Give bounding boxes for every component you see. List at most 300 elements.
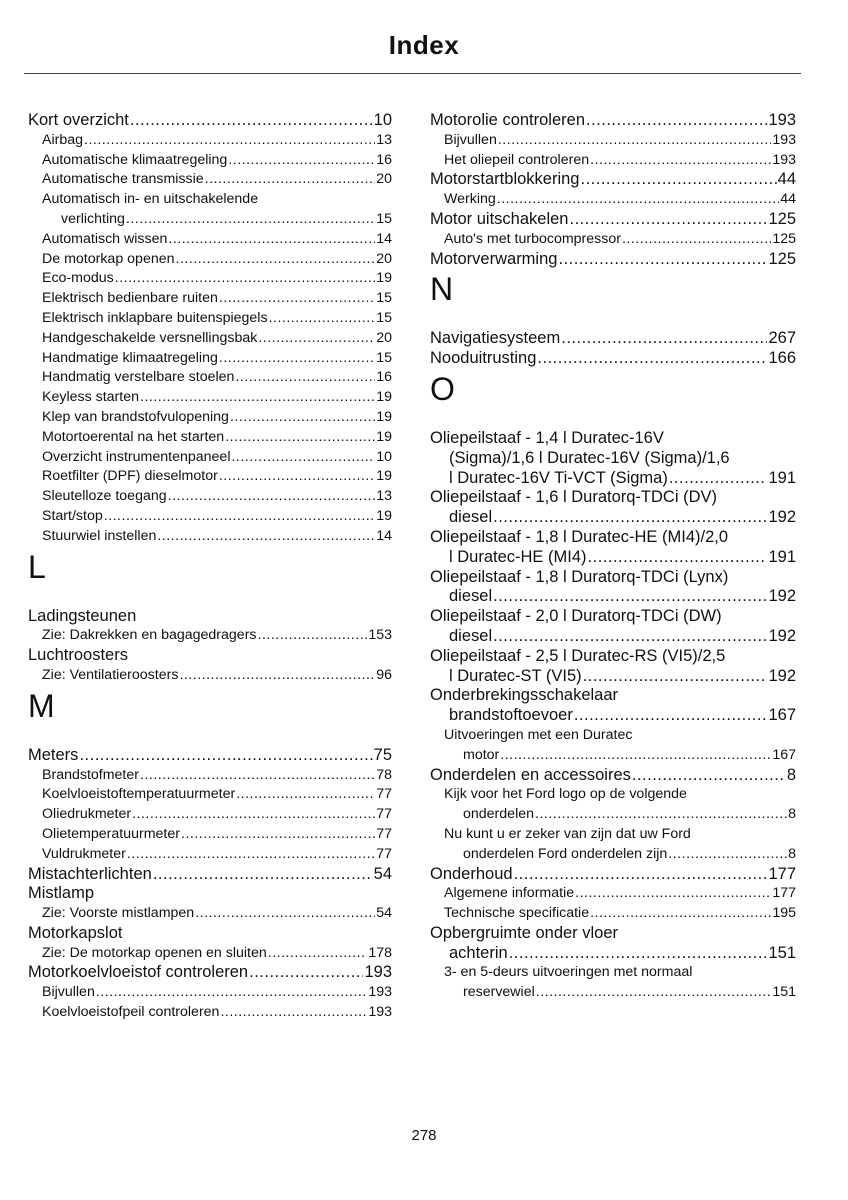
entry-label: Motortoerental na het starten bbox=[42, 428, 225, 445]
leader-dots bbox=[622, 230, 771, 250]
leader-dots bbox=[586, 111, 767, 131]
index-subentry bbox=[28, 448, 392, 468]
entry-label: reservewiel bbox=[463, 984, 535, 1001]
leader-dots bbox=[231, 448, 375, 468]
entry-label: Het oliepeil controleren bbox=[444, 151, 590, 168]
leader-dots bbox=[230, 408, 375, 428]
entry-label: Olietemperatuurmeter bbox=[42, 825, 180, 842]
entry-label: Zie: De motorkap openen en sluiten bbox=[42, 944, 267, 961]
page-reference[interactable]: 151 bbox=[768, 943, 796, 962]
page-reference[interactable]: 167 bbox=[768, 706, 796, 725]
index-entry bbox=[430, 111, 796, 131]
entry-line bbox=[28, 349, 392, 369]
entry-line: (Sigma)/1,6 l Duratec-16V (Sigma)/1,6 bbox=[449, 448, 730, 467]
section-letter: L bbox=[28, 548, 46, 585]
entry-label: Mistachterlichten bbox=[28, 864, 152, 883]
entry-line bbox=[430, 865, 796, 885]
leader-dots bbox=[500, 746, 771, 766]
section-letter: O bbox=[430, 370, 455, 407]
entry-label: Motorverwarming bbox=[430, 249, 558, 268]
entry-line bbox=[28, 626, 392, 646]
page-reference[interactable]: 192 bbox=[768, 508, 796, 527]
leader-dots bbox=[104, 507, 375, 527]
page-reference[interactable]: 54 bbox=[373, 864, 392, 883]
entry-label: Airbag bbox=[42, 131, 84, 148]
leader-dots bbox=[558, 250, 767, 270]
entry-line bbox=[28, 111, 392, 131]
leader-dots bbox=[570, 210, 768, 230]
page-reference[interactable]: 44 bbox=[777, 170, 796, 189]
entry-label: onderdelen bbox=[463, 806, 534, 823]
index-entry bbox=[430, 607, 796, 647]
section-letter: M bbox=[28, 687, 55, 724]
entry-label: Koelvloeistoftemperatuurmeter bbox=[42, 786, 236, 803]
index-entry bbox=[430, 766, 796, 786]
index-subentry bbox=[28, 250, 392, 270]
index-subentry bbox=[430, 190, 796, 210]
page-reference[interactable]: 20 bbox=[376, 250, 392, 267]
entry-label: Algemene informatie bbox=[444, 885, 575, 902]
index-subentry bbox=[28, 467, 392, 487]
page-reference[interactable]: 125 bbox=[768, 249, 796, 268]
leader-dots bbox=[493, 587, 767, 607]
index-subentry bbox=[430, 230, 796, 250]
index-subentry bbox=[430, 151, 796, 171]
entry-label: Automatisch wissen bbox=[42, 230, 168, 247]
entry-label: Navigatiesysteem bbox=[430, 329, 561, 348]
leader-dots bbox=[205, 170, 376, 190]
leader-dots bbox=[268, 944, 368, 964]
entry-line bbox=[430, 250, 796, 270]
page-reference[interactable]: 77 bbox=[376, 825, 392, 842]
entry-label: Oliedrukmeter bbox=[42, 806, 132, 823]
entry-label: Eco-modus bbox=[42, 270, 114, 287]
entry-line: Luchtroosters bbox=[28, 646, 128, 665]
index-entry bbox=[430, 528, 796, 568]
leader-dots bbox=[590, 151, 771, 171]
index-subentry bbox=[28, 170, 392, 190]
entry-label: Overzicht instrumentenpaneel bbox=[42, 448, 231, 465]
page-reference[interactable]: 15 bbox=[376, 290, 392, 307]
page-reference[interactable]: 10 bbox=[376, 448, 392, 465]
entry-line bbox=[430, 805, 796, 825]
index-subentry bbox=[28, 230, 392, 250]
entry-label: diesel bbox=[449, 626, 493, 645]
entry-label: l Duratec-HE (MI4) bbox=[449, 547, 587, 566]
entry-line: Kijk voor het Ford logo op de volgende bbox=[444, 786, 687, 803]
page-reference[interactable]: 15 bbox=[376, 210, 392, 227]
page-reference[interactable]: 193 bbox=[368, 1004, 392, 1021]
index-subentry bbox=[28, 269, 392, 289]
index-subentry bbox=[28, 766, 392, 786]
entry-label: Nooduitrusting bbox=[430, 349, 537, 368]
entry-line: Ladingsteunen bbox=[28, 606, 137, 625]
entry-label: diesel bbox=[449, 587, 493, 606]
entry-line bbox=[28, 309, 392, 329]
page-reference[interactable]: 77 bbox=[376, 806, 392, 823]
index-subentry bbox=[430, 825, 796, 865]
entry-label: Zie: Voorste mistlampen bbox=[42, 905, 195, 922]
entry-label: achterin bbox=[449, 943, 508, 962]
page-reference[interactable]: 15 bbox=[376, 309, 392, 326]
entry-line bbox=[430, 190, 796, 210]
entry-label: De motorkap openen bbox=[42, 250, 175, 267]
entry-line bbox=[430, 884, 796, 904]
entry-label: onderdelen Ford onderdelen zijn bbox=[463, 845, 668, 862]
leader-dots bbox=[536, 983, 772, 1003]
leader-dots bbox=[115, 269, 375, 289]
page-reference[interactable]: 192 bbox=[768, 666, 796, 685]
entry-line bbox=[28, 448, 392, 468]
entry-label: Elektrisch bedienbare ruiten bbox=[42, 290, 218, 307]
page-reference[interactable]: 166 bbox=[768, 349, 796, 368]
leader-dots bbox=[179, 666, 375, 686]
entry-line bbox=[28, 368, 392, 388]
page-reference[interactable]: 167 bbox=[772, 746, 796, 763]
page-number: 278 bbox=[411, 1127, 437, 1144]
page-reference[interactable]: 19 bbox=[376, 270, 392, 287]
page-reference[interactable]: 8 bbox=[788, 806, 796, 823]
index-entry bbox=[28, 865, 392, 885]
index-entry bbox=[28, 111, 392, 131]
page-reference[interactable]: 193 bbox=[772, 151, 796, 168]
entry-line bbox=[430, 230, 796, 250]
entry-label: Elektrisch inklapbare buitenspiegels bbox=[42, 309, 268, 326]
leader-dots bbox=[127, 845, 375, 865]
page-reference[interactable]: 192 bbox=[768, 587, 796, 606]
entry-line bbox=[28, 983, 392, 1003]
entry-line bbox=[28, 944, 392, 964]
entry-line bbox=[430, 170, 796, 190]
entry-line bbox=[28, 845, 392, 865]
index-subentry bbox=[28, 368, 392, 388]
leader-dots bbox=[632, 766, 786, 786]
entry-line bbox=[430, 151, 796, 171]
entry-line bbox=[28, 230, 392, 250]
page-reference[interactable]: 8 bbox=[788, 845, 796, 862]
index-entry bbox=[28, 924, 392, 944]
entry-line bbox=[28, 1003, 392, 1023]
entry-line bbox=[28, 269, 392, 289]
entry-line bbox=[430, 904, 796, 924]
index-entry bbox=[430, 865, 796, 885]
leader-dots bbox=[588, 548, 768, 568]
page-reference[interactable]: 192 bbox=[768, 626, 796, 645]
entry-line bbox=[28, 766, 392, 786]
entry-line: Oliepeilstaaf - 2,5 l Duratec-RS (VI5)/2,5 bbox=[430, 646, 726, 665]
entry-line bbox=[28, 151, 392, 171]
leader-dots bbox=[140, 388, 375, 408]
index-subentry bbox=[28, 190, 392, 230]
entry-line bbox=[28, 428, 392, 448]
entry-line bbox=[28, 467, 392, 487]
leader-dots bbox=[220, 1003, 367, 1023]
entry-label: Motorkoelvloeistof controleren bbox=[28, 963, 249, 982]
page-reference[interactable]: 193 bbox=[368, 984, 392, 1001]
leader-dots bbox=[130, 111, 373, 131]
page-reference[interactable]: 14 bbox=[376, 527, 392, 544]
index-entry bbox=[430, 210, 796, 230]
index-entry bbox=[28, 607, 392, 627]
index-entry bbox=[430, 568, 796, 608]
page-reference[interactable]: 77 bbox=[376, 845, 392, 862]
entry-line bbox=[28, 963, 392, 983]
index-subentry bbox=[28, 845, 392, 865]
page-reference[interactable]: 8 bbox=[786, 765, 796, 784]
entry-line: Automatisch in- en uitschakelende bbox=[42, 191, 259, 208]
entry-line bbox=[430, 587, 796, 607]
index-subentry bbox=[28, 1003, 392, 1023]
entry-line bbox=[28, 289, 392, 309]
entry-line bbox=[28, 666, 392, 686]
entry-label: Bijvullen bbox=[42, 984, 95, 1001]
entry-line bbox=[28, 507, 392, 527]
entry-label: Keyless starten bbox=[42, 389, 139, 406]
index-column-left bbox=[28, 111, 392, 1023]
index-subentry bbox=[28, 428, 392, 448]
leader-dots bbox=[195, 904, 375, 924]
entry-line: Mistlamp bbox=[28, 884, 95, 903]
leader-dots bbox=[493, 508, 767, 528]
page-reference[interactable]: 75 bbox=[373, 745, 392, 764]
page-reference[interactable]: 151 bbox=[772, 984, 796, 1001]
index-subentry bbox=[430, 904, 796, 924]
index-subentry bbox=[430, 884, 796, 904]
index-entry bbox=[430, 349, 796, 369]
index-subentry bbox=[28, 507, 392, 527]
page-reference[interactable]: 125 bbox=[772, 230, 796, 247]
index-subentry bbox=[28, 825, 392, 845]
entry-line bbox=[430, 706, 796, 726]
entry-line: Oliepeilstaaf - 2,0 l Duratorq-TDCi (DW) bbox=[430, 607, 722, 626]
entry-line bbox=[28, 746, 392, 766]
index-subentry bbox=[28, 289, 392, 309]
page-reference[interactable]: 195 bbox=[772, 905, 796, 922]
entry-line bbox=[28, 388, 392, 408]
page-reference[interactable]: 191 bbox=[768, 468, 796, 487]
entry-label: Handgeschakelde versnellingsbak bbox=[42, 329, 258, 346]
index-subentry bbox=[28, 785, 392, 805]
entry-line bbox=[430, 210, 796, 230]
entry-line bbox=[430, 627, 796, 647]
entry-line bbox=[28, 825, 392, 845]
page-reference[interactable]: 125 bbox=[768, 209, 796, 228]
entry-line bbox=[430, 944, 796, 964]
entry-line bbox=[28, 785, 392, 805]
entry-line bbox=[28, 131, 392, 151]
index-subentry bbox=[28, 904, 392, 924]
leader-dots bbox=[493, 627, 767, 647]
index-entry bbox=[430, 170, 796, 190]
leader-dots bbox=[157, 527, 375, 547]
leader-dots bbox=[258, 329, 375, 349]
entry-label: Koelvloeistofpeil controleren bbox=[42, 1004, 220, 1021]
leader-dots bbox=[96, 983, 367, 1003]
leader-dots bbox=[176, 250, 376, 270]
page-reference[interactable]: 267 bbox=[768, 329, 796, 348]
page-reference[interactable]: 193 bbox=[364, 963, 392, 982]
entry-label: Auto's met turbocompressor bbox=[444, 230, 621, 247]
index-subentry bbox=[28, 944, 392, 964]
leader-dots bbox=[219, 467, 375, 487]
page-title: Index bbox=[388, 30, 460, 60]
entry-line bbox=[28, 250, 392, 270]
entry-line: Oliepeilstaaf - 1,8 l Duratec-HE (MI4)/2,0 bbox=[430, 527, 729, 546]
entry-label: Onderdelen en accessoires bbox=[430, 765, 631, 784]
entry-line bbox=[430, 329, 796, 349]
page-reference[interactable]: 96 bbox=[376, 666, 392, 683]
index-entry bbox=[430, 686, 796, 726]
index-subentry bbox=[430, 785, 796, 825]
entry-label: Stuurwiel instellen bbox=[42, 527, 157, 544]
index-entry bbox=[430, 488, 796, 528]
index-subentry bbox=[28, 487, 392, 507]
leader-dots bbox=[561, 329, 767, 349]
leader-dots bbox=[668, 845, 787, 865]
leader-dots bbox=[219, 349, 375, 369]
entry-line bbox=[430, 349, 796, 369]
page-reference[interactable]: 13 bbox=[376, 131, 392, 148]
leader-dots bbox=[236, 785, 375, 805]
entry-line: Motorkapslot bbox=[28, 923, 123, 942]
entry-label: Motorolie controleren bbox=[430, 111, 585, 129]
page-reference[interactable]: 19 bbox=[376, 468, 392, 485]
index-entry bbox=[430, 429, 796, 488]
page-reference[interactable]: 193 bbox=[772, 131, 796, 148]
index-subentry bbox=[430, 726, 796, 766]
page-reference[interactable]: 177 bbox=[772, 885, 796, 902]
page-reference[interactable]: 44 bbox=[780, 191, 796, 208]
entry-label: Vuldrukmeter bbox=[42, 845, 126, 862]
entry-label: Meters bbox=[28, 745, 79, 764]
index-subentry bbox=[28, 408, 392, 428]
index-subentry bbox=[430, 131, 796, 151]
entry-label: Bijvullen bbox=[444, 131, 497, 148]
page-reference[interactable]: 178 bbox=[368, 944, 392, 961]
entry-line bbox=[28, 487, 392, 507]
leader-dots bbox=[580, 170, 776, 190]
entry-label: Werking bbox=[444, 191, 496, 208]
entry-label: Motor uitschakelen bbox=[430, 209, 569, 228]
entry-line bbox=[28, 329, 392, 349]
leader-dots bbox=[575, 884, 771, 904]
entry-label: Kort overzicht bbox=[28, 111, 129, 129]
entry-label: Zie: Ventilatieroosters bbox=[42, 666, 179, 683]
entry-label: Sleutelloze toegang bbox=[42, 488, 167, 505]
index-subentry bbox=[28, 329, 392, 349]
index-entry bbox=[430, 647, 796, 687]
entry-label: Onderhoud bbox=[430, 864, 513, 883]
page-reference[interactable]: 19 bbox=[376, 389, 392, 406]
entry-line bbox=[430, 746, 796, 766]
leader-dots bbox=[219, 289, 375, 309]
index-subentry bbox=[28, 388, 392, 408]
entry-line: Oliepeilstaaf - 1,8 l Duratorq-TDCi (Lynx) bbox=[430, 567, 729, 586]
index-subentry bbox=[28, 666, 392, 686]
page-reference[interactable]: 19 bbox=[376, 408, 392, 425]
entry-label: brandstoftoevoer bbox=[449, 706, 573, 725]
entry-label: Start/stop bbox=[42, 507, 103, 524]
index-subentry bbox=[28, 151, 392, 171]
page-reference[interactable]: 153 bbox=[368, 627, 392, 644]
entry-line bbox=[430, 548, 796, 568]
page-reference[interactable]: 15 bbox=[376, 349, 392, 366]
leader-dots bbox=[514, 865, 768, 885]
entry-line: Nu kunt u er zeker van zijn dat uw Ford bbox=[444, 825, 691, 842]
page-reference[interactable]: 14 bbox=[376, 230, 392, 247]
page-reference[interactable]: 191 bbox=[768, 547, 796, 566]
page-reference[interactable]: 20 bbox=[376, 171, 392, 188]
entry-line bbox=[28, 805, 392, 825]
page-reference[interactable]: 20 bbox=[376, 329, 392, 346]
entry-label: Klep van brandstofvulopening bbox=[42, 408, 229, 425]
index-entry bbox=[430, 329, 796, 349]
leader-dots bbox=[84, 131, 375, 151]
page-reference[interactable]: 77 bbox=[376, 786, 392, 803]
leader-dots bbox=[153, 865, 373, 885]
entry-line: Oliepeilstaaf - 1,4 l Duratec-16V bbox=[430, 428, 664, 447]
page-reference[interactable]: 177 bbox=[768, 864, 796, 883]
index-entry bbox=[28, 646, 392, 666]
entry-line: 3- en 5-deurs uitvoeringen met normaal bbox=[444, 964, 693, 981]
entry-line bbox=[28, 170, 392, 190]
page-reference[interactable]: 16 bbox=[376, 369, 392, 386]
title-rule bbox=[24, 73, 801, 74]
entry-line bbox=[430, 766, 796, 786]
leader-dots bbox=[225, 428, 375, 448]
page-reference[interactable]: 193 bbox=[768, 111, 796, 129]
entry-label: l Duratec-ST (VI5) bbox=[449, 666, 582, 685]
leader-dots bbox=[669, 469, 768, 489]
page-reference[interactable]: 16 bbox=[376, 151, 392, 168]
leader-dots bbox=[249, 963, 363, 983]
page-reference[interactable]: 19 bbox=[376, 507, 392, 524]
leader-dots bbox=[126, 210, 375, 230]
entry-line: Onderbrekingsschakelaar bbox=[430, 686, 619, 705]
entry-line bbox=[430, 983, 796, 1003]
index-subentry bbox=[28, 527, 392, 547]
leader-dots bbox=[574, 706, 768, 726]
entry-label: l Duratec-16V Ti-VCT (Sigma) bbox=[449, 468, 668, 487]
leader-dots bbox=[79, 746, 372, 766]
entry-label: diesel bbox=[449, 508, 493, 527]
index-subentry bbox=[28, 349, 392, 369]
page-reference[interactable]: 13 bbox=[376, 488, 392, 505]
page-reference[interactable]: 19 bbox=[376, 428, 392, 445]
page-reference[interactable]: 10 bbox=[373, 111, 392, 129]
entry-line: Uitvoeringen met een Duratec bbox=[444, 726, 633, 743]
leader-dots bbox=[583, 667, 768, 687]
leader-dots bbox=[140, 766, 375, 786]
entry-line: Oliepeilstaaf - 1,6 l Duratorq-TDCi (DV) bbox=[430, 488, 717, 507]
index-column-right bbox=[430, 111, 796, 1003]
entry-line bbox=[28, 865, 392, 885]
entry-label: Automatische klimaatregeling bbox=[42, 151, 228, 168]
entry-line bbox=[28, 210, 392, 230]
page-reference[interactable]: 78 bbox=[376, 766, 392, 783]
entry-label: Technische specificatie bbox=[444, 905, 590, 922]
index-subentry bbox=[28, 626, 392, 646]
index-subentry bbox=[28, 309, 392, 329]
leader-dots bbox=[590, 904, 771, 924]
entry-label: Roetfilter (DPF) dieselmotor bbox=[42, 468, 218, 485]
section-letter: N bbox=[430, 271, 454, 308]
leader-dots bbox=[509, 944, 768, 964]
entry-label: Handmatige klimaatregeling bbox=[42, 349, 218, 366]
leader-dots bbox=[228, 151, 375, 171]
entry-label: Automatische transmissie bbox=[42, 171, 204, 188]
page-reference[interactable]: 54 bbox=[376, 905, 392, 922]
